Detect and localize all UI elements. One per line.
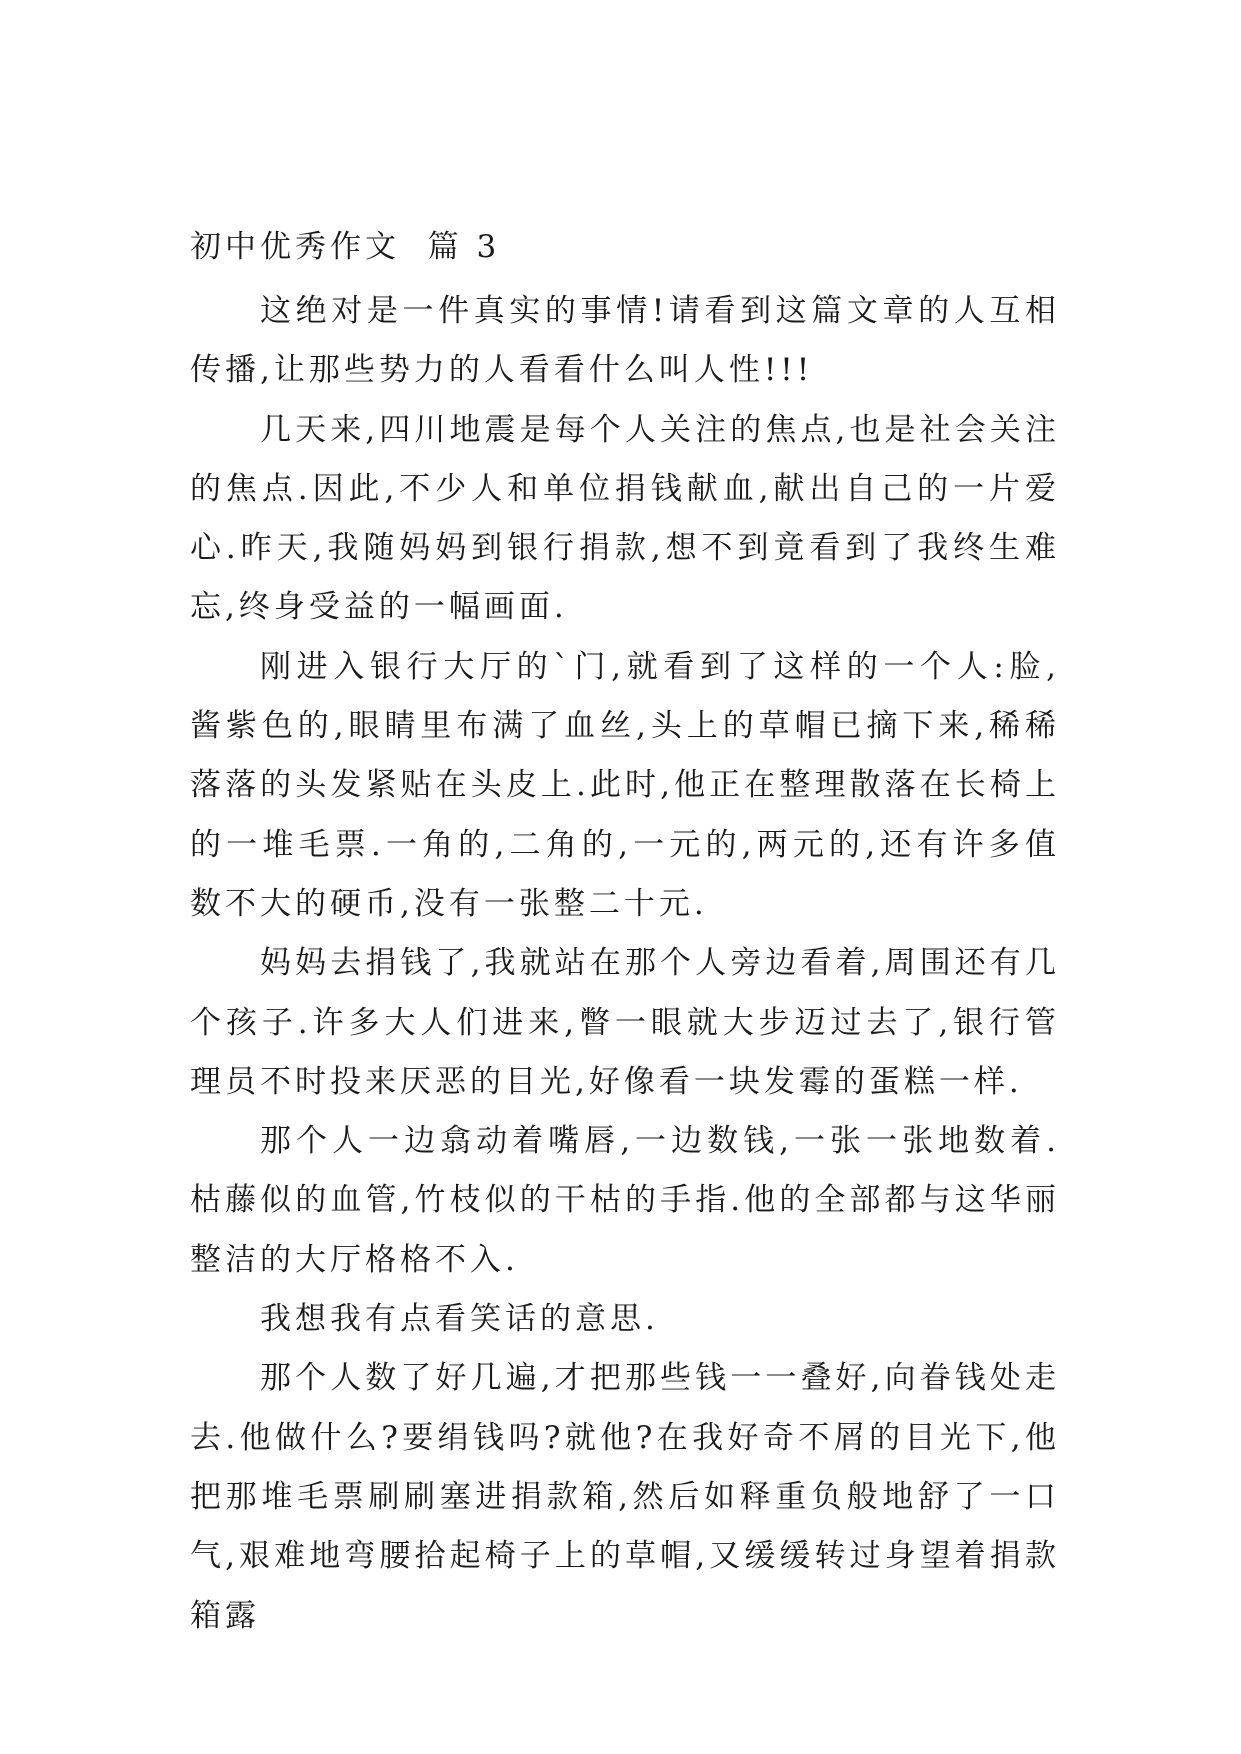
document-title: 初中优秀作文 篇 3 xyxy=(190,229,501,265)
paragraph: 那个人一边翕动着嘴唇,一边数钱,一张一张地数着.枯藤似的血管,竹枝似的干枯的手指.他的全部都与这华丽整洁的大厅格格不入. xyxy=(190,1123,1060,1278)
paragraph: 几天来,四川地震是每个人关注的焦点,也是社会关注的焦点.因此,不少人和单位捐钱献血,献出自己的一片爱心.昨天,我随妈妈到银行捐款,想不到竟看到了我终生难忘,终身受益的一幅画面. xyxy=(190,411,1060,626)
paragraph: 这绝对是一件真实的事情!请看到这篇文章的人互相传播,让那些势力的人看看什么叫人性!!! xyxy=(190,293,1060,389)
document-body xyxy=(190,282,1060,1646)
paragraph: 我想我有点看笑话的意思. xyxy=(260,1301,659,1338)
paragraph: 刚进入银行大厅的`门,就看到了这样的一个人:脸, 酱紫色的,眼睛里布满了血丝,头上的草帽已摘下来,稀稀落落的头发紧贴在头皮上.此时,他正在整理散落在长椅上的一堆毛票.一角的,二角的,一元的,两元的,还有许多值数不大的硬币,没有一张整二十元. xyxy=(190,648,1060,922)
paragraph: 妈妈去捐钱了,我就站在那个人旁边看着,周围还有几个孩子.许多大人们进来,瞥一眼就大步迈过去了,银行管理员不时投来厌恶的目光,好像看一块发霉的蛋糕一样. xyxy=(190,945,1060,1100)
paragraph: 那个人数了好几遍,才把那些钱一一叠好,向眷钱处走去.他做什么?要绢钱吗?就他?在我好奇不屑的目光下,他把那堆毛票刷刷塞进捐款箱,然后如释重负般地舒了一口气,艰难地弯腰拾起椅子上的草帽,又缓缓转过身望着捐款箱露 xyxy=(190,1360,1060,1634)
